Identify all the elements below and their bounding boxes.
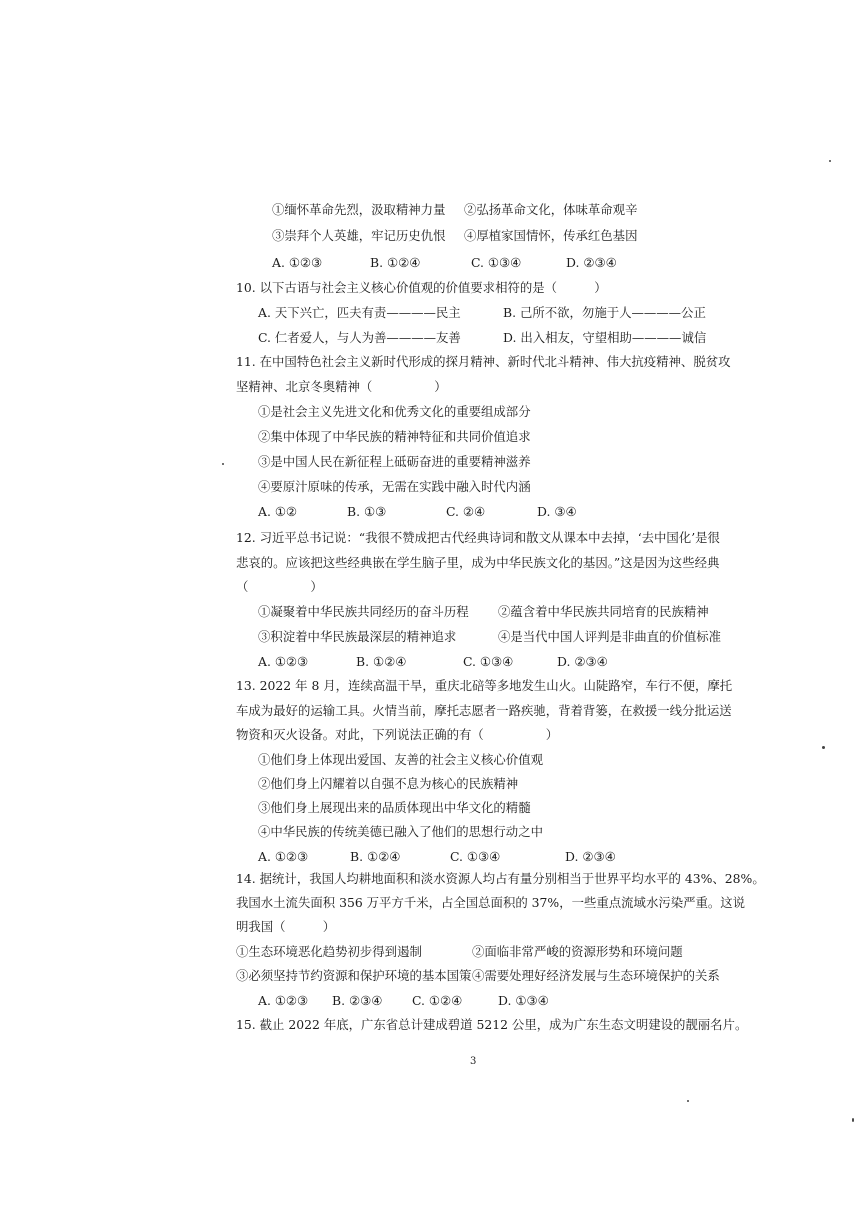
q11-option-1: ①是社会主义先进文化和优秀文化的重要组成部分 — [258, 404, 531, 419]
q10-choice-d: D. 出入相友，守望相助————诚信 — [503, 330, 707, 345]
q15-stem-line-1: 15. 截止 2022 年底，广东省总计建成碧道 5212 公里，成为广东生态文明建设的靓丽名片。 — [236, 1017, 748, 1032]
q9-option-1: ①缅怀革命先烈，汲取精神力量 — [272, 202, 446, 217]
q13-choice-a: A. ①②③ — [258, 849, 309, 864]
q12-option-4: ④是当代中国人评判是非曲直的价值标准 — [498, 629, 722, 644]
q11-stem-line-1: 11. 在中国特色社会主义新时代形成的探月精神、新时代北斗精神、伟大抗疫精神、脱贫攻 — [236, 354, 731, 369]
q9-option-4: ④厚植家国情怀，传承红色基因 — [464, 228, 638, 243]
q14-stem-line-3: 明我国（ ） — [236, 919, 336, 934]
q12-choice-a: A. ①②③ — [258, 654, 309, 669]
q12-choice-d: D. ②③④ — [557, 654, 608, 669]
scan-speck — [852, 1118, 854, 1122]
q12-option-3: ③积淀着中华民族最深层的精神追求 — [258, 629, 457, 644]
q12-stem-line-3: （ ） — [236, 579, 323, 594]
q12-option-1: ①凝聚着中华民族共同经历的奋斗历程 — [258, 604, 469, 619]
page-number: 3 — [470, 1056, 477, 1067]
q12-choice-b: B. ①②④ — [356, 654, 407, 669]
q13-stem-line-3: 物资和灭火设备。对此，下列说法正确的有（ ） — [236, 727, 559, 742]
q11-choice-c: C. ②④ — [446, 504, 486, 519]
q14-option-4: ④需要处理好经济发展与生态环境保护的关系 — [472, 968, 720, 983]
q13-choice-c: C. ①③④ — [450, 849, 501, 864]
q13-choice-d: D. ②③④ — [565, 849, 616, 864]
q11-choice-a: A. ①② — [258, 504, 298, 519]
q14-stem-line-2: 我国水土流失面积 356 万平方千米，占全国总面积的 37%，一些重点流域水污染严重。这说 — [236, 895, 746, 910]
q13-option-3: ③他们身上展现出来的品质体现出中华文化的精髓 — [258, 800, 531, 815]
q11-option-2: ②集中体现了中华民族的精神特征和共同价值追求 — [258, 429, 531, 444]
q10-choice-b: B. 己所不欲，勿施于人————公正 — [503, 305, 706, 320]
q14-option-2: ②面临非常严峻的资源形势和环境问题 — [472, 944, 683, 959]
q14-choice-b: B. ②③④ — [332, 993, 383, 1008]
q9-choice-c: C. ①③④ — [471, 255, 522, 270]
q13-choice-b: B. ①②④ — [350, 849, 401, 864]
q14-option-3: ③必须坚持节约资源和保护环境的基本国策 — [236, 968, 472, 983]
q13-option-1: ①他们身上体现出爱国、友善的社会主义核心价值观 — [258, 752, 543, 767]
scan-speck — [222, 463, 224, 465]
q11-option-4: ④要原汁原味的传承，无需在实践中融入时代内涵 — [258, 479, 531, 494]
scan-speck — [829, 160, 831, 162]
q14-stem-line-1: 14. 据统计，我国人均耕地面积和淡水资源人均占有量分别相当于世界平均水平的 43%、28%。 — [236, 871, 765, 886]
q9-option-3: ③崇拜个人英雄，牢记历史仇恨 — [272, 228, 446, 243]
q13-stem-line-1: 13. 2022 年 8 月，连续高温干旱，重庆北碚等多地发生山火。山陡路窄，车行不便，摩托 — [236, 678, 733, 693]
q12-option-2: ②蕴含着中华民族共同培育的民族精神 — [498, 604, 709, 619]
q11-choice-b: B. ①③ — [347, 504, 387, 519]
q9-option-2: ②弘扬革命文化，体味革命观辛 — [464, 202, 638, 217]
q10-choice-a: A. 天下兴亡，匹夫有责————民主 — [258, 305, 461, 320]
q14-choice-c: C. ①②④ — [412, 993, 463, 1008]
q14-choice-a: A. ①②③ — [258, 993, 309, 1008]
q14-option-1: ①生态环境恶化趋势初步得到遏制 — [236, 944, 422, 959]
q9-choice-d: D. ②③④ — [566, 255, 617, 270]
q14-choice-d: D. ①③④ — [498, 993, 549, 1008]
q12-stem-line-1: 12. 习近平总书记说：“我很不赞成把古代经典诗词和散文从课本中去掉，‘去中国化’是很 — [236, 530, 720, 545]
q13-option-2: ②他们身上闪耀着以自强不息为核心的民族精神 — [258, 776, 519, 791]
q13-option-4: ④中华民族的传统美德已融入了他们的思想行动之中 — [258, 824, 543, 839]
q10-stem: 10. 以下古语与社会主义核心价值观的价值要求相符的是（ ） — [236, 280, 607, 295]
scan-speck — [687, 1100, 689, 1102]
q9-choice-a: A. ①②③ — [272, 255, 323, 270]
q13-stem-line-2: 车成为最好的运输工具。火情当前，摩托志愿者一路疾驰，背着背篓，在救援一线分批运送 — [236, 703, 732, 718]
q9-choice-b: B. ①②④ — [370, 255, 421, 270]
q12-choice-c: C. ①③④ — [463, 654, 514, 669]
q10-choice-c: C. 仁者爱人，与人为善————友善 — [258, 330, 461, 345]
q11-stem-line-2: 坚精神、北京冬奥精神（ ） — [236, 379, 447, 394]
q11-choice-d: D. ③④ — [537, 504, 577, 519]
q11-option-3: ③是中国人民在新征程上砥砺奋进的重要精神滋养 — [258, 454, 531, 469]
scan-speck — [822, 746, 825, 749]
q12-stem-line-2: 悲哀的。应该把这些经典嵌在学生脑子里，成为中华民族文化的基因。”这是因为这些经典 — [236, 555, 720, 570]
